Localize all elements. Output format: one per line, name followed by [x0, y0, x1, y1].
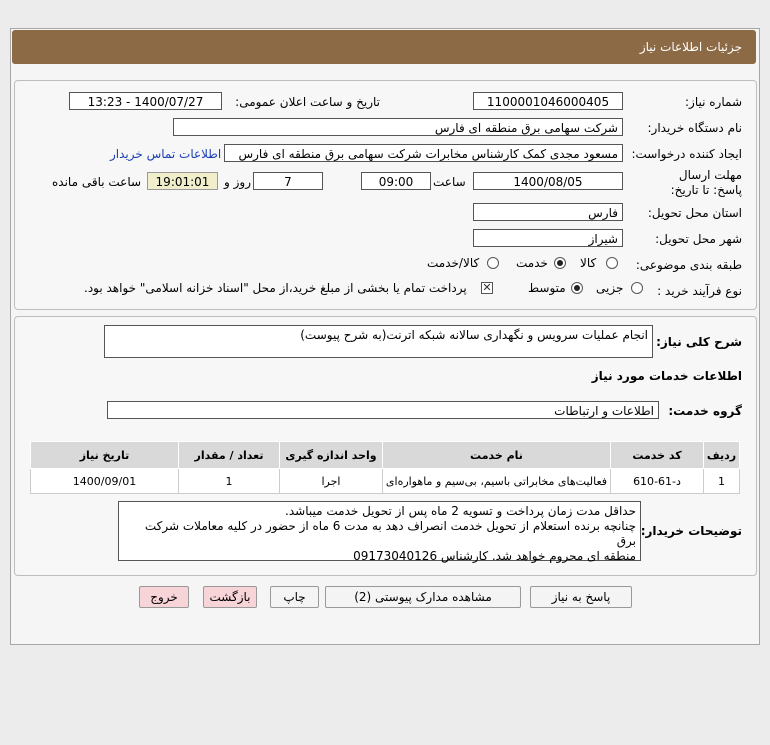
buyer-notes-label: توضیحات خریدار: [640, 524, 742, 538]
process-option-minor: جزیی [596, 281, 624, 295]
category-radio-service[interactable] [554, 257, 566, 269]
announce-label: تاریخ و ساعت اعلان عمومی: [235, 95, 380, 109]
province-field: فارس [473, 203, 623, 221]
contact-buyer-link[interactable]: اطلاعات تماس خریدار [110, 147, 222, 161]
days-field: 7 [253, 172, 323, 190]
service-group-field: اطلاعات و ارتباطات [107, 401, 659, 419]
process-radio-minor[interactable] [631, 282, 643, 294]
cell-qty: 1 [179, 469, 280, 494]
remaining-label: ساعت باقی مانده [52, 175, 142, 189]
summary-label: شرح کلی نیاز: [656, 335, 742, 349]
reply-button[interactable]: پاسخ به نیاز [530, 586, 632, 608]
col-unit: واحد اندازه گیری [280, 442, 383, 469]
buyer-notes-line: چنانچه برنده استعلام از تحویل خدمت انصراف دهد به مدت 6 ماه از حضور در کلیه معاملات شرکت برق [144, 519, 636, 548]
cell-code: د-61-610 [611, 469, 704, 494]
remaining-time-field: 19:01:01 [147, 172, 218, 190]
announce-field: 1400/07/27 - 13:23 [69, 92, 222, 110]
process-option-medium: متوسط [528, 281, 566, 295]
category-radio-goods-service[interactable] [487, 257, 499, 269]
col-row: ردیف [704, 442, 740, 469]
payment-note: پرداخت تمام یا بخشی از مبلغ خرید،از محل "اسناد خزانه اسلامی" خواهد بود. [84, 281, 467, 295]
creator-field: مسعود مجدی کمک کارشناس مخابرات شرکت سهامی برق منطقه ای فارس [224, 144, 623, 162]
city-field: شیراز [473, 229, 623, 247]
services-heading: اطلاعات خدمات مورد نیاز [591, 369, 742, 383]
info-panel [14, 80, 757, 310]
deadline-time-field: 09:00 [361, 172, 431, 190]
days-label: روز و [224, 175, 251, 189]
service-group-label: گروه خدمت: [668, 404, 742, 418]
category-option-goods-service: کالا/خدمت [427, 256, 480, 270]
process-radio-medium[interactable] [571, 282, 583, 294]
process-label: نوع فرآیند خرید : [657, 284, 742, 298]
treasury-checkbox[interactable]: ✕ [482, 281, 492, 294]
table-row [31, 469, 740, 494]
table-header-row [31, 442, 740, 469]
buyer-org-label: نام دستگاه خریدار: [647, 121, 742, 135]
cell-unit: اجرا [280, 469, 383, 494]
cell-row: 1 [704, 469, 740, 494]
city-label: شهر محل تحویل: [655, 232, 742, 246]
col-name: نام خدمت [383, 442, 611, 469]
col-date: تاریخ نیاز [31, 442, 179, 469]
back-button[interactable]: بازگشت [203, 586, 257, 608]
view-attachments-button[interactable]: مشاهده مدارک پیوستی (2) [325, 586, 521, 608]
services-table [30, 441, 740, 494]
creator-label: ایجاد کننده درخواست: [631, 147, 742, 161]
buyer-org-field: شرکت سهامی برق منطقه ای فارس [173, 118, 623, 136]
category-label: طبقه بندی موضوعی: [635, 258, 742, 272]
page-header [12, 30, 756, 64]
deadline-time-label: ساعت [433, 175, 466, 189]
buyer-notes-line: حداقل مدت زمان پرداخت و تسویه 2 ماه پس از تحویل خدمت میباشد. [285, 504, 636, 518]
page-title: جزئیات اطلاعات نیاز [639, 40, 742, 54]
cell-date: 1400/09/01 [31, 469, 179, 494]
category-radio-goods[interactable] [606, 257, 618, 269]
col-code: کد خدمت [611, 442, 704, 469]
category-option-goods: کالا [580, 256, 597, 270]
deadline-label: مهلت ارسال پاسخ: تا تاریخ: [670, 168, 742, 197]
print-button[interactable]: چاپ [270, 586, 319, 608]
summary-field: انجام عملیات سرویس و نگهداری سالانه شبکه اترنت(به شرح پیوست) [104, 325, 653, 358]
need-number-label: شماره نیاز: [685, 95, 742, 109]
buyer-notes-field [118, 501, 641, 561]
cell-name: فعالیت‌های مخابراتی باسیم، بی‌سیم و ماهواره‌ای [383, 469, 611, 494]
deadline-date-field: 1400/08/05 [473, 172, 623, 190]
exit-button[interactable]: خروج [139, 586, 189, 608]
col-qty: تعداد / مقدار [179, 442, 280, 469]
need-number-field: 1100001046000405 [473, 92, 623, 110]
province-label: استان محل تحویل: [647, 206, 742, 220]
category-option-service: خدمت [516, 256, 548, 270]
buyer-notes-line: منطقه ای محروم خواهد شد. کارشناس 09173040126 [353, 549, 636, 563]
